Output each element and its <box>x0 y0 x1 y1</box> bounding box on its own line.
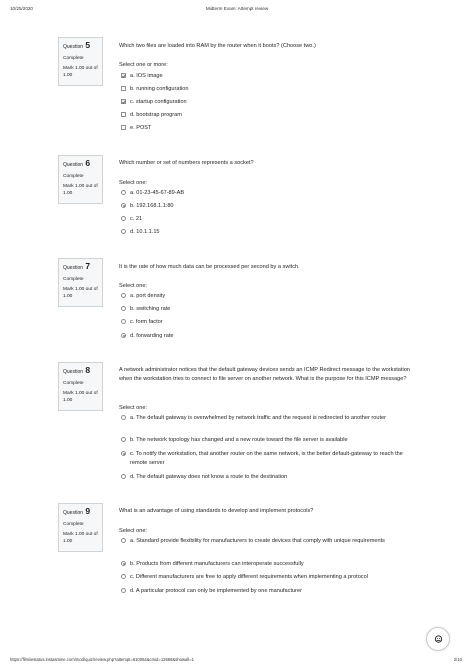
checkbox-checked-icon[interactable] <box>121 73 126 78</box>
answer-option[interactable] <box>121 228 411 237</box>
answer-option[interactable] <box>121 202 411 211</box>
answer-option[interactable] <box>121 436 411 445</box>
question-grade: Mark 1.00 out of 1.00 <box>63 391 98 403</box>
answer-option-label: b. The network topology has changed and a new route toward the file server is available <box>130 437 348 443</box>
answer-option-label: c. 21 <box>130 216 143 222</box>
answer-option[interactable] <box>121 473 411 482</box>
answer-option-label: b. running configuration <box>130 86 189 92</box>
question-text: It is the rate of how much data can be processed per second by a switch. <box>119 264 300 270</box>
answer-option-label: d. The default gateway does not know a route to the destination <box>130 474 288 480</box>
page-url: https://filmiiestatus.instasmine.com/mod/quiz/review.php?attempt=610064&cmid=12668&showall=1 <box>10 657 195 662</box>
answer-option[interactable] <box>121 215 411 224</box>
page-title: Midterm Exam: Attempt review <box>205 6 269 11</box>
question-text: Which number or set of numbers represents a socket? <box>119 160 254 166</box>
answer-option-label: a. port density <box>130 293 166 299</box>
question-number: Question 8 <box>63 365 91 375</box>
question-info-box <box>58 362 103 411</box>
question-state: Complete <box>63 381 84 386</box>
answer-option-label: c. To notify the workstation, that another router on the same network, is the better default-gateway to reach the remote server <box>130 451 403 467</box>
answer-option-label: a. IOS image <box>130 73 163 79</box>
question-state: Complete <box>63 522 84 527</box>
checkbox-icon[interactable] <box>121 125 126 130</box>
question-info-box <box>58 258 103 307</box>
answer-option-label: b. Products from different manufacturers can interoperate successfully <box>130 561 304 567</box>
answer-option[interactable] <box>121 450 411 468</box>
answer-option-label: a. Standard provide flexibility for manufacturers to create devices that comply with unique requirements <box>130 538 385 544</box>
question-grade: Mark 1.00 out of 1.00 <box>63 184 98 196</box>
question-grade: Mark 1.00 out of 1.00 <box>63 287 98 299</box>
answer-option[interactable] <box>121 72 411 81</box>
answer-option[interactable] <box>121 292 411 301</box>
question-number: Question 9 <box>63 506 91 516</box>
answer-option-label: d. A particular protocol can only be implemented by one manufacturer <box>130 588 302 594</box>
answer-option[interactable] <box>121 189 411 198</box>
answer-option-label: a. The default gateway is overwhelmed by network traffic and the request is redirected to another router <box>130 415 387 421</box>
question-number: Question 7 <box>63 261 91 271</box>
answer-prompt: Select one: <box>119 180 147 186</box>
answer-option-label: a. 01-23-45-67-89-AB <box>130 190 185 196</box>
question-state: Complete <box>63 174 84 179</box>
answer-option[interactable] <box>121 573 411 582</box>
answer-option-label: b. 192.168.1.1:80 <box>130 203 174 209</box>
answer-option-label: b. switching rate <box>130 306 171 312</box>
answer-option-label: d. 10.1.1.15 <box>130 229 160 235</box>
print-date: 10/25/2020 <box>10 6 33 11</box>
answer-option-label: c. startup configuration <box>130 99 187 105</box>
answer-option[interactable] <box>121 537 411 546</box>
answer-option-label: e. POST <box>130 125 152 131</box>
answer-option[interactable] <box>121 332 411 341</box>
answer-prompt: Select one: <box>119 283 147 289</box>
checkbox-checked-icon[interactable] <box>121 99 126 104</box>
answer-option-label: c. Different manufacturers are free to apply different requirements when implementing a protocol <box>130 574 368 580</box>
answer-option[interactable] <box>121 111 411 120</box>
answer-option[interactable] <box>121 560 411 569</box>
question-grade: Mark 1.00 out of 1.00 <box>63 66 98 78</box>
question-text: Which two files are loaded into RAM by the router when it boots? (Choose two.) <box>119 43 316 49</box>
checkbox-icon[interactable] <box>121 86 126 91</box>
answer-option[interactable] <box>121 414 411 423</box>
chat-button[interactable] <box>426 627 450 651</box>
question-info-box <box>58 155 103 204</box>
question-text: What is an advantage of using standards to develop and implement protocols? <box>119 508 314 514</box>
question-number: Question 6 <box>63 158 91 168</box>
question-number: Question 5 <box>63 40 91 50</box>
question-info-box <box>58 503 103 552</box>
answer-option[interactable] <box>121 318 411 327</box>
answer-option-label: d. bootstrap program <box>130 112 182 118</box>
question-grade: Mark 1.00 out of 1.00 <box>63 532 98 544</box>
answer-prompt: Select one or more: <box>119 62 168 68</box>
checkbox-icon[interactable] <box>121 112 126 117</box>
answer-option-label: d. forwarding rate <box>130 333 174 339</box>
question-info-box <box>58 37 103 86</box>
page-number: 2/10 <box>453 657 462 662</box>
answer-option[interactable] <box>121 587 411 596</box>
question-text: A network administrator notices that the default gateway devices sends an ICMP Redirect message to the workstation when the workstation tries to connect to file server on another network. What is the purpose for this ICMP message? <box>119 367 410 383</box>
question-state: Complete <box>63 56 84 61</box>
chat-icon <box>433 634 444 645</box>
answer-option[interactable] <box>121 124 411 133</box>
answer-prompt: Select one: <box>119 405 147 411</box>
question-state: Complete <box>63 277 84 282</box>
answer-option[interactable] <box>121 85 411 94</box>
answer-option[interactable] <box>121 98 411 107</box>
answer-option[interactable] <box>121 305 411 314</box>
answer-option-label: c. form factor <box>130 319 163 325</box>
answer-prompt: Select one: <box>119 528 147 534</box>
